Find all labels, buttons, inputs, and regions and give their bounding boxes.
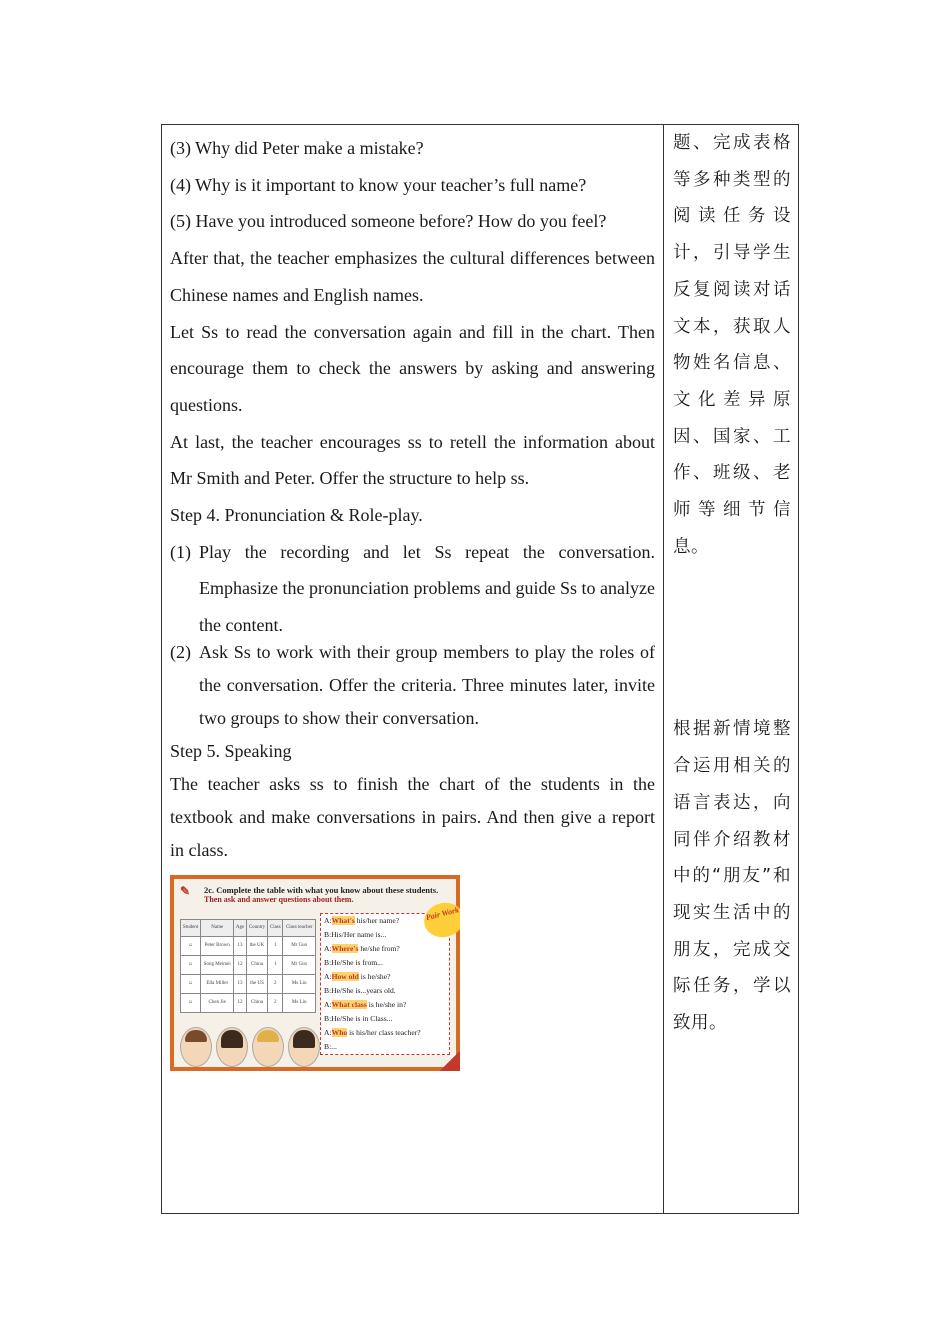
avatar [252, 1027, 284, 1067]
table-cell: the US [246, 974, 267, 993]
procedure-column [170, 125, 655, 1071]
pair-work-badge: Pair Work [420, 899, 460, 942]
table-header-row [181, 919, 316, 936]
header-cell: Name [201, 919, 234, 936]
slide-subtitle: Then ask and answer questions about them. [204, 894, 354, 904]
table-cell: China [246, 993, 267, 1012]
header-cell: Class [268, 919, 283, 936]
retell-paragraph: At last, the teacher encourages ss to retell the information about Mr Smith and Peter. Offer the structure to help ss. [170, 431, 655, 489]
question-4: (4) Why is it important to know your teacher’s full name? [170, 174, 587, 195]
student-figure-icon: ☺ [181, 993, 201, 1012]
dialog-line: A:What class is he/she in? [324, 999, 407, 1009]
table-cell: Ms Liu [283, 993, 316, 1012]
table-cell: 2 [268, 974, 283, 993]
table-row [181, 955, 316, 974]
dialog-line: A:What's his/her name? [324, 915, 400, 925]
table-cell: 1 [268, 936, 283, 955]
table-cell: 1 [268, 955, 283, 974]
question-3: (3) Why did Peter make a mistake? [170, 138, 424, 158]
item-number: (2) [170, 641, 191, 662]
header-cell: Age [234, 919, 247, 936]
design-note-speaking: 根据新情境整合运用相关的语言表达，向同伴介绍教材中的“朋友”和现实生活中的朋友，完成交际任务，学以致用。 [673, 719, 791, 1034]
table-cell: China [246, 955, 267, 974]
dialog-line: B:He/She is...years old. [324, 985, 396, 995]
student-figure-icon: ☺ [181, 955, 201, 974]
dialog-line: B:... [324, 1041, 337, 1051]
table-cell: 13 [234, 974, 247, 993]
avatar [288, 1027, 320, 1067]
slide-student-table [180, 919, 316, 1013]
table-row [181, 974, 316, 993]
table-cell: 12 [234, 955, 247, 974]
avatar [216, 1027, 248, 1067]
fill-chart-paragraph: Let Ss to read the conversation again and fill in the chart. Then encourage them to check the answers by asking and answering questions. [170, 321, 655, 415]
table-cell: Ella Miller [201, 974, 234, 993]
design-note-reading: 题、完成表格等多种类型的阅读任务设计，引导学生反复阅读对话文本，获取人物姓名信息、文化差异原因、国家、工作、班级、老师等细节信息。 [673, 133, 791, 557]
table-cell: Ms Liu [283, 974, 316, 993]
column-divider [663, 125, 664, 1213]
table-cell: 2 [268, 993, 283, 1012]
slide-logo-icon: ✎ [180, 883, 191, 898]
table-cell: Mr Guo [283, 955, 316, 974]
table-cell: the UK [246, 936, 267, 955]
student-avatars [180, 1027, 320, 1067]
step-4-item-2 [170, 636, 655, 735]
table-cell: 13 [234, 936, 247, 955]
dialog-line: B:His/Her name is... [324, 929, 387, 939]
table-cell: Peter Brown [201, 936, 234, 955]
header-cell: Student [181, 919, 201, 936]
step-5-heading: Step 5. Speaking [170, 740, 292, 761]
dialog-line: B:He/She is in Class... [324, 1013, 393, 1023]
dialog-line: A:Who is his/her class teacher? [324, 1027, 421, 1037]
table-cell: Chen Jie [201, 993, 234, 1012]
slide-background [174, 879, 460, 1067]
dialog-line: A:How old is he/she? [324, 971, 391, 981]
dialog-line: A:Where's he/she from? [324, 943, 400, 953]
item-text: Ask Ss to work with their group members to play the roles of the conversation. Offer the criteria. Three minutes later, invite two groups to show their conversation. [199, 641, 655, 728]
dialog-line: B:He/She is from... [324, 957, 383, 967]
item-number: (1) [170, 541, 191, 562]
table-cell: 12 [234, 993, 247, 1012]
step-4-heading: Step 4. Pronunciation & Role-play. [170, 505, 423, 526]
question-5: (5) Have you introduced someone before? How do you feel? [170, 211, 607, 232]
step-4-item-1 [170, 534, 655, 644]
slide-corner-decoration [440, 1051, 460, 1071]
table-cell: Mr Guo [283, 936, 316, 955]
header-cell: Country [246, 919, 267, 936]
pair-work-slide-image [170, 875, 460, 1071]
avatar [180, 1027, 212, 1067]
header-cell: Class teacher [283, 919, 316, 936]
speaking-paragraph: The teacher asks ss to finish the chart of the students in the textbook and make conversations in pairs. And then give a report in class. [170, 773, 655, 860]
table-row [181, 993, 316, 1012]
table-cell: Song Meimei [201, 955, 234, 974]
cultural-differences-paragraph: After that, the teacher emphasizes the cultural differences between Chinese names and English names. [170, 248, 655, 305]
student-figure-icon: ☺ [181, 936, 201, 955]
student-figure-icon: ☺ [181, 974, 201, 993]
slide-title: 2c. Complete the table with what you know about these students. [204, 884, 439, 895]
item-text: Play the recording and let Ss repeat the conversation. Emphasize the pronunciation problems and guide Ss to analyze the content. [199, 541, 655, 636]
lesson-plan-table [161, 124, 799, 1214]
table-row [181, 936, 316, 955]
design-intent-column [673, 125, 791, 1042]
